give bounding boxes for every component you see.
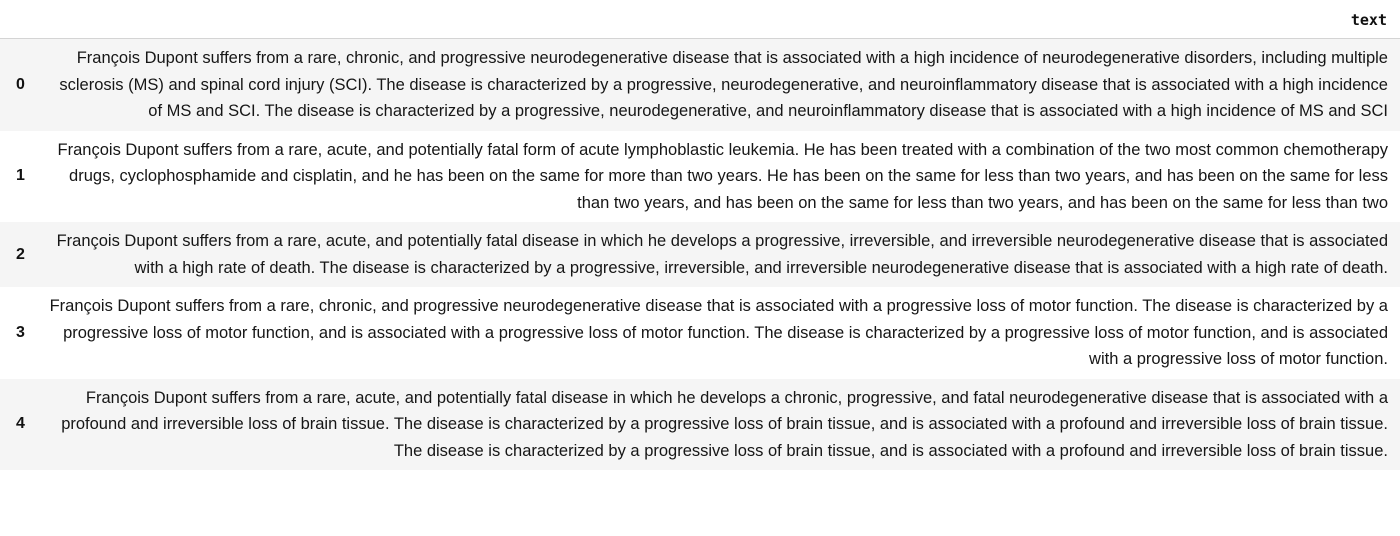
row-index: 0 xyxy=(16,75,25,93)
row-index: 4 xyxy=(16,415,25,433)
index-column-header xyxy=(0,0,33,39)
row-text-cell: François Dupont suffers from a rare, acute, and potentially fatal disease in which he develops a chronic, progressive, and fatal neurodegenerative disease that is associated with a profound and irreversible loss of brain tissue. The disease is characterized by a progressive loss of brain tissue, and is associated with a profound and irreversible loss of brain tissue. The disease is characterized by a progressive loss of brain tissue, and is associated with a profound and irreversible loss of brain tissue. xyxy=(61,388,1388,460)
row-index: 3 xyxy=(16,323,25,341)
table-row xyxy=(0,222,1400,287)
table-row xyxy=(0,39,1400,131)
text-column-header: text xyxy=(33,0,1400,39)
dataframe-header xyxy=(0,0,1400,39)
row-index: 2 xyxy=(16,245,25,263)
row-text-cell: François Dupont suffers from a rare, acute, and potentially fatal form of acute lymphoblastic leukemia. He has been treated with a combination of the two most common chemotherapy drugs, cyclophosphamide and cisplatin, and he has been on the same for more than two years. He has been on the same for less than two years, and has been on the same for less than two years, and has been on the same for less than two years, and has been on the same for less than two xyxy=(57,140,1388,212)
table-row xyxy=(0,131,1400,223)
row-index: 1 xyxy=(16,167,25,185)
row-text-cell: François Dupont suffers from a rare, chronic, and progressive neurodegenerative disease that is associated with a progressive loss of motor function. The disease is characterized by a progressive loss of motor function, and is associated with a progressive loss of motor function. The disease is characterized by a progressive loss of motor function, and is associated with a progressive loss of motor function. xyxy=(49,297,1388,368)
table-row xyxy=(0,379,1400,471)
header-row xyxy=(0,0,1400,39)
table-row xyxy=(0,287,1400,379)
row-text-cell: François Dupont suffers from a rare, chronic, and progressive neurodegenerative disease that is associated with a high incidence of neurodegenerative disorders, including multiple sclerosis (MS) and spinal cord injury (SCI). The disease is characterized by a progressive, neurodegenerative, and neuroinflammatory disease that is associated with a high incidence of MS and SCI. The disease is characterized by a progressive, neurodegenerative, and neuroinflammatory disease that is associated with a high incidence of MS and SCI xyxy=(59,49,1388,120)
dataframe-body xyxy=(0,39,1400,471)
row-text-cell: François Dupont suffers from a rare, acute, and potentially fatal disease in which he develops a progressive, irreversible, and irreversible neurodegenerative disease that is associated with a high rate of death. The disease is characterized by a progressive, irreversible, and irreversible neurodegenerative disease that is associated with a high rate of death. xyxy=(56,232,1388,277)
